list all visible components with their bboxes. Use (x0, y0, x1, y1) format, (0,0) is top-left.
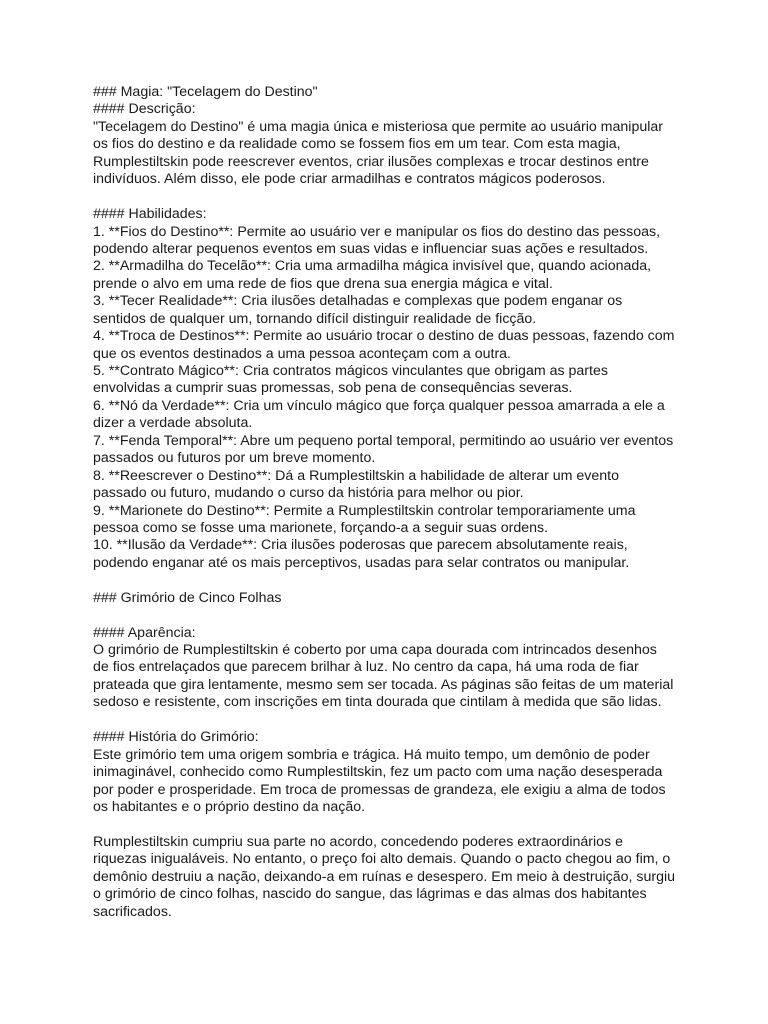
descricao-paragraph (93, 119, 733, 189)
text-line: "Tecelagem do Destino" é uma magia única e misteriosa que permite ao usuário manipular (93, 118, 663, 135)
list-item: passado ou futuro, mudando o curso da história para melhor ou pior. (93, 485, 524, 502)
text-line: Rumplestiltskin pode reescrever eventos, criar ilusões complexas e trocar destinos entre (93, 153, 649, 170)
blank-line (93, 712, 733, 729)
magia-heading: ### Magia: "Tecelagem do Destino" (93, 84, 318, 100)
list-item: 10. **Ilusão da Verdade**: Cria ilusões poderosas que parecem absolutamente reais, (93, 537, 628, 554)
habilidades-list (93, 224, 733, 573)
blank-line (93, 816, 733, 833)
list-item: 3. **Tecer Realidade**: Cria ilusões detalhadas e complexas que podem enganar os (93, 293, 623, 310)
historia-paragraph-2 (93, 834, 733, 921)
historia-heading: #### História do Grimório: (93, 729, 259, 746)
list-item: podendo alterar pequenos eventos em suas vidas e influenciar suas ações e resultados. (93, 240, 649, 257)
list-item: 8. **Reescrever o Destino**: Dá a Rumplestiltskin a habilidade de alterar um evento (93, 467, 619, 484)
aparencia-paragraph (93, 642, 733, 712)
descricao-heading: #### Descrição: (93, 101, 196, 118)
text-line: os fios do destino e da realidade como se fossem fios em um tear. Com esta magia, (93, 136, 621, 153)
list-item: sentidos de qualquer um, tornando difícil distinguir realidade de ficção. (93, 310, 537, 327)
text-line: O grimório de Rumplestiltskin é coberto por uma capa dourada com intrincados desenhos (93, 642, 657, 658)
historia-paragraph (93, 747, 733, 817)
list-item: dizer a verdade absoluta. (93, 415, 253, 432)
text-line: riquezas inigualáveis. No entanto, o preço foi alto demais. Quando o pacto chegou ao fim, o (93, 851, 671, 868)
aparencia-heading: #### Aparência: (93, 624, 196, 641)
blank-line (93, 607, 733, 624)
text-line: prateada que gira lentamente, mesmo sem ser tocada. As páginas são feitas de um material (93, 676, 674, 693)
text-line: Este grimório tem uma origem sombria e trágica. Há muito tempo, um demônio de poder (93, 746, 650, 763)
blank-line (93, 572, 733, 589)
list-item: 7. **Fenda Temporal**: Abre um pequeno portal temporal, permitindo ao usuário ver eventos (93, 432, 674, 449)
blank-line (93, 189, 733, 206)
text-line: sedoso e resistente, com inscrições em tinta dourada que cintilam à medida que são lidas. (93, 694, 662, 711)
list-item: 1. **Fios do Destino**: Permite ao usuário ver e manipular os fios do destino das pessoas, (93, 223, 661, 240)
text-line: o grimório de cinco folhas, nascido do sangue, das lágrimas e das almas dos habitantes (93, 886, 647, 903)
text-line: por poder e prosperidade. Em troca de promessas de grandeza, ele exigiu a alma de todos (93, 781, 666, 798)
list-item: 4. **Troca de Destinos**: Permite ao usuário trocar o destino de duas pessoas, fazendo com (93, 328, 675, 345)
list-item: 9. **Marionete do Destino**: Permite a Rumplestiltskin controlar temporariamente uma (93, 502, 636, 519)
list-item: passados ou futuros por um breve momento. (93, 450, 376, 467)
list-item: 2. **Armadilha do Tecelão**: Cria uma armadilha mágica invisível que, quando acionada, (93, 258, 652, 275)
text-line: Rumplestiltskin cumpriu sua parte no acordo, concedendo poderes extraordinários e (93, 833, 623, 850)
list-item: pessoa como se fosse uma marionete, forçando-a a seguir suas ordens. (93, 519, 549, 536)
list-item: podendo enganar até os mais perceptivos, usadas para selar contratos ou manipular. (93, 554, 630, 571)
text-line: os habitantes e o próprio destino da nação. (93, 798, 366, 815)
list-item: que os eventos destinados a uma pessoa aconteçam com a outra. (93, 345, 511, 362)
list-item: 6. **Nó da Verdade**: Cria um vínculo mágico que força qualquer pessoa amarrada a ele a (93, 397, 665, 414)
list-item: prende o alvo em uma rede de fios que drena sua energia mágica e vital. (93, 275, 553, 292)
text-line: indivíduos. Além disso, ele pode criar armadilhas e contratos mágicos poderosos. (93, 171, 606, 188)
document-page (93, 84, 733, 921)
list-item: envolvidas a cumprir suas promessas, sob pena de consequências severas. (93, 380, 573, 397)
text-line: de fios entrelaçados que parecem brilhar à luz. No centro da capa, há uma roda de fiar (93, 659, 639, 676)
habilidades-heading: #### Habilidades: (93, 206, 207, 223)
text-line: inimaginável, conhecido como Rumplestiltskin, fez um pacto com uma nação desesperada (93, 764, 663, 781)
text-line: sacrificados. (93, 903, 172, 920)
text-line: demônio destruiu a nação, deixando-a em ruínas e desespero. Em meio à destruição, surgiu (93, 868, 676, 885)
grimorio-heading: ### Grimório de Cinco Folhas (93, 589, 282, 606)
list-item: 5. **Contrato Mágico**: Cria contratos mágicos vinculantes que obrigam as partes (93, 363, 608, 379)
